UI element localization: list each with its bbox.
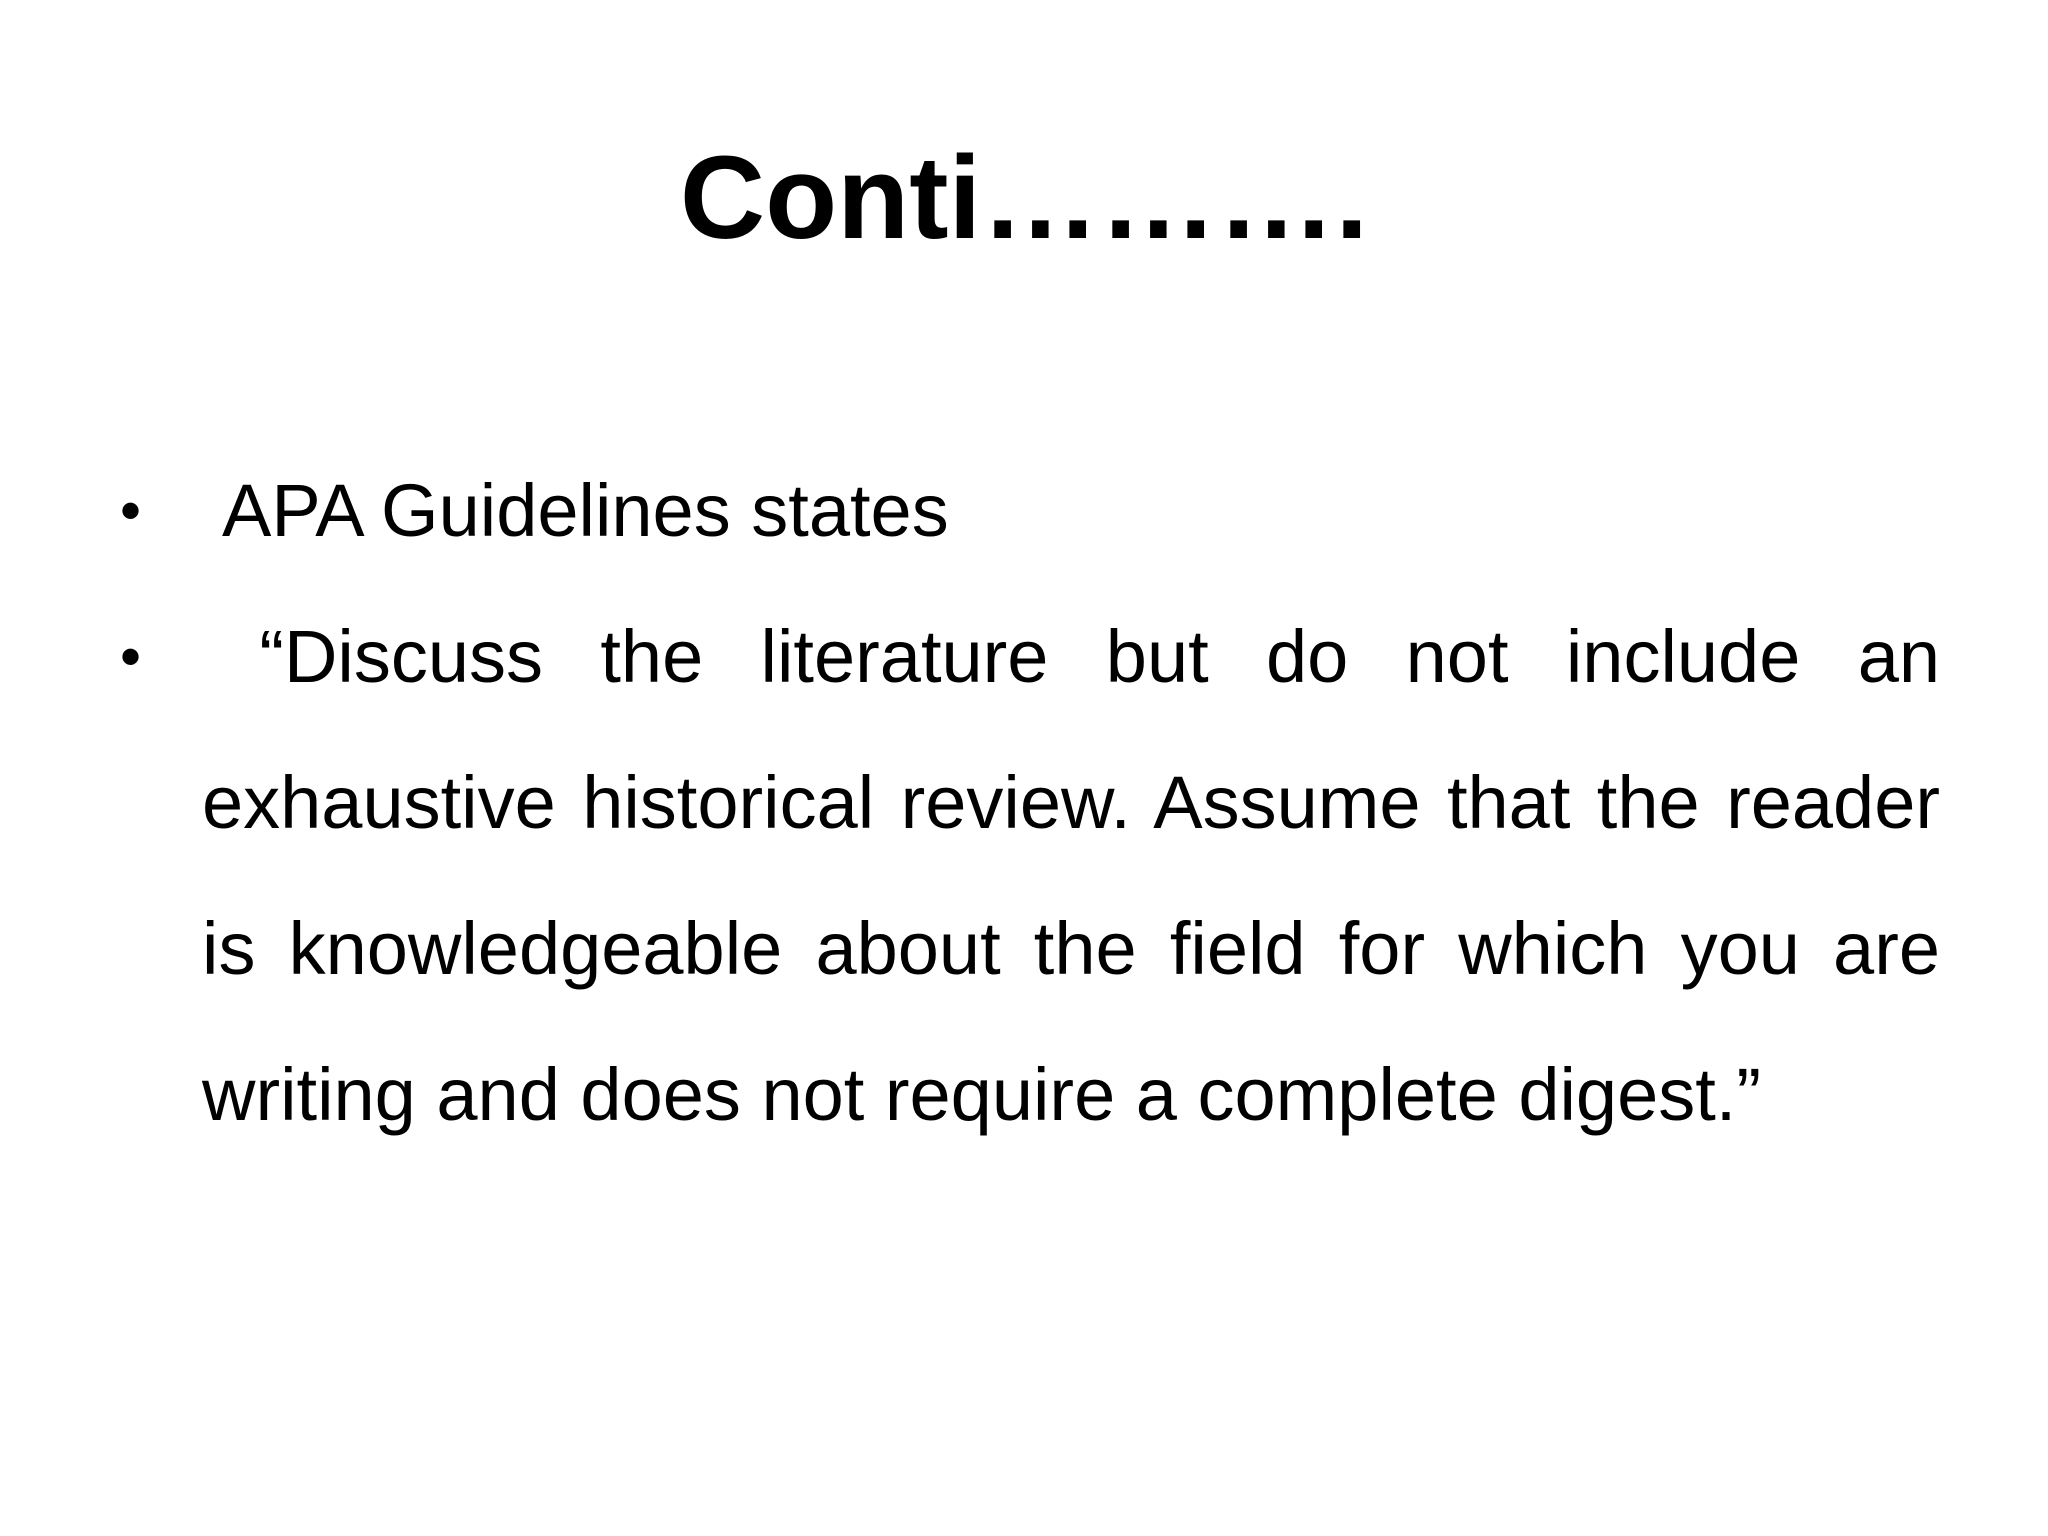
bullet-list <box>120 438 1940 1168</box>
bullet-marker: • <box>120 477 142 544</box>
slide-title: Conti………. <box>679 132 1369 264</box>
bullet-text: “Discuss the literature but do not include an exhaustive historical review. Assume that the reader is knowledgeable about the field for which you are writing and does not require a complete digest.” <box>202 615 1940 1136</box>
bullet-marker: • <box>120 623 142 690</box>
bullet-text: APA Guidelines states <box>222 469 949 552</box>
bullet-item-2 <box>120 584 1940 1168</box>
bullet-item-1 <box>120 438 1940 584</box>
